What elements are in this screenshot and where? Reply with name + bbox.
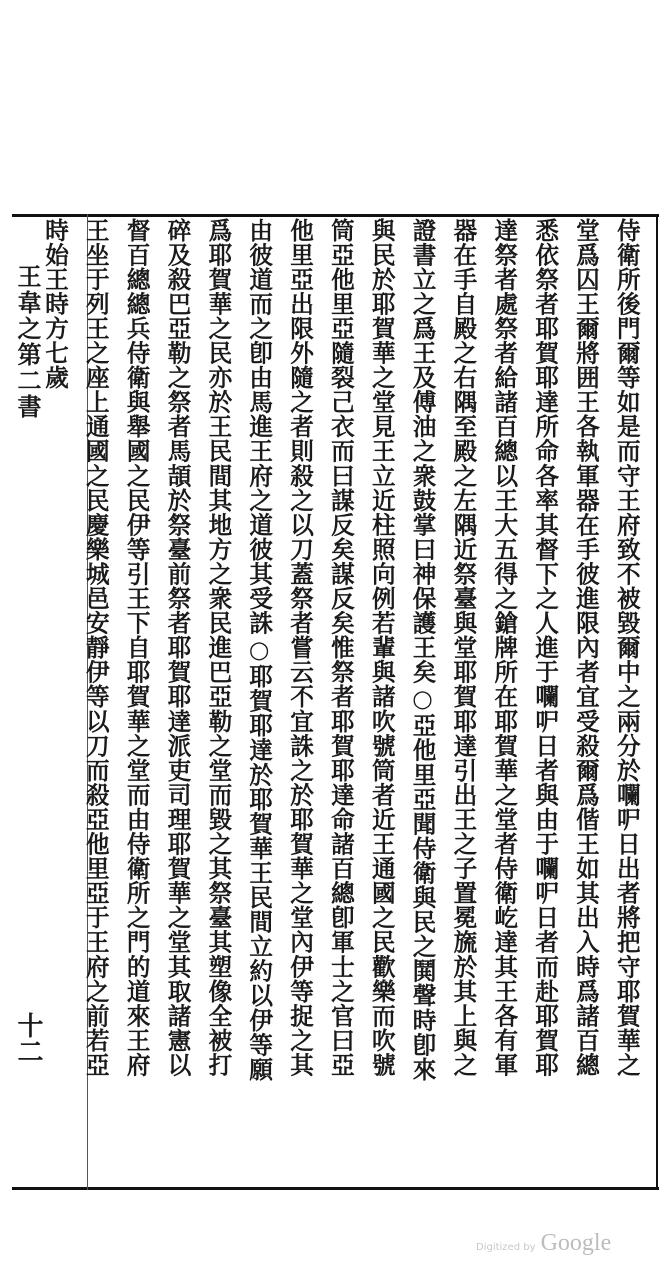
book-title-caption: 王韋之第二書 (13, 264, 42, 420)
watermark-prefix: Digitized by (476, 1242, 536, 1253)
text-column: 由彼道而之卽由馬進王府之道彼其受誅○耶賀耶達於耶賀華王民間立約以伊等願 (245, 218, 274, 1082)
text-column: 堂爲囚王爾將囲王各執軍器在手彼進限內者宜受殺爾爲偕王如其出入時爲諸百總 (571, 218, 600, 1078)
top-border-rule (12, 214, 659, 217)
text-column: 筒亞他里亞隨裂己衣而曰謀反矣謀反矣惟祭者耶賀耶達命諸百總卽軍士之官曰亞 (326, 218, 355, 1078)
text-column: 爲耶賀華之民亦於王民間其地方之衆民進巴亞勒之堂而毀之其祭臺其塑像全被打 (204, 218, 233, 1078)
text-column: 侍衛所後門爾等如是而守王府致不被毀爾中之兩分於㘓㕧日出者將把守耶賀華之 (612, 218, 641, 1078)
text-column: 碎及殺巴亞勒之祭者馬頡於祭臺前祭者耶賀耶達派吏司理耶賀華之堂其取諸憲以 (163, 218, 192, 1078)
text-column: 時始王時方七歲 (41, 218, 69, 390)
google-logo: Google (540, 1230, 612, 1256)
text-column: 督百總總兵侍衛與舉國之民伊等引王下自耶賀華之堂而由侍衛所之門的道來王府 (122, 218, 151, 1078)
text-column: 王坐于列王之座上通國之民慶樂城邑安靜伊等以刀而殺亞他里亞于王府之前若亞 (81, 218, 110, 1078)
text-column: 器在手自殿之右隅至殿之左隅近祭臺與堂耶賀耶達引出王之子置冕旒於其上與之 (449, 218, 478, 1078)
text-column: 悉依祭者耶賀耶達所命各率其督下之人進于㘓㕧日者與由于㘓㕧日者而赴耶賀耶 (531, 218, 560, 1078)
right-border-rule (656, 214, 658, 1190)
text-column: 與民於耶賀華之堂見王立近柱照向例若輩與諸吹號筒者近王通國之民歡樂而吹號 (367, 218, 396, 1078)
bottom-border-rule (12, 1187, 659, 1190)
text-column: 證書立之爲王及傅油之衆鼓掌曰神保護王矣○亞他里亞聞侍衛與民之鬨聲時卽來 (408, 218, 437, 1082)
text-column: 達祭者處祭者給諸百總以王大五得之鎗牌所在耶賀華之堂者侍衛屹達其王各有軍 (490, 218, 519, 1078)
text-column: 他里亞出限外隨之者則殺之以刀蓋祭者嘗云不宜誅之於耶賀華之堂內伊等捉之其 (286, 218, 315, 1078)
vertical-text-block (40, 218, 642, 1182)
digitized-watermark (476, 1230, 611, 1257)
page-number: 十二 (13, 1012, 43, 1064)
